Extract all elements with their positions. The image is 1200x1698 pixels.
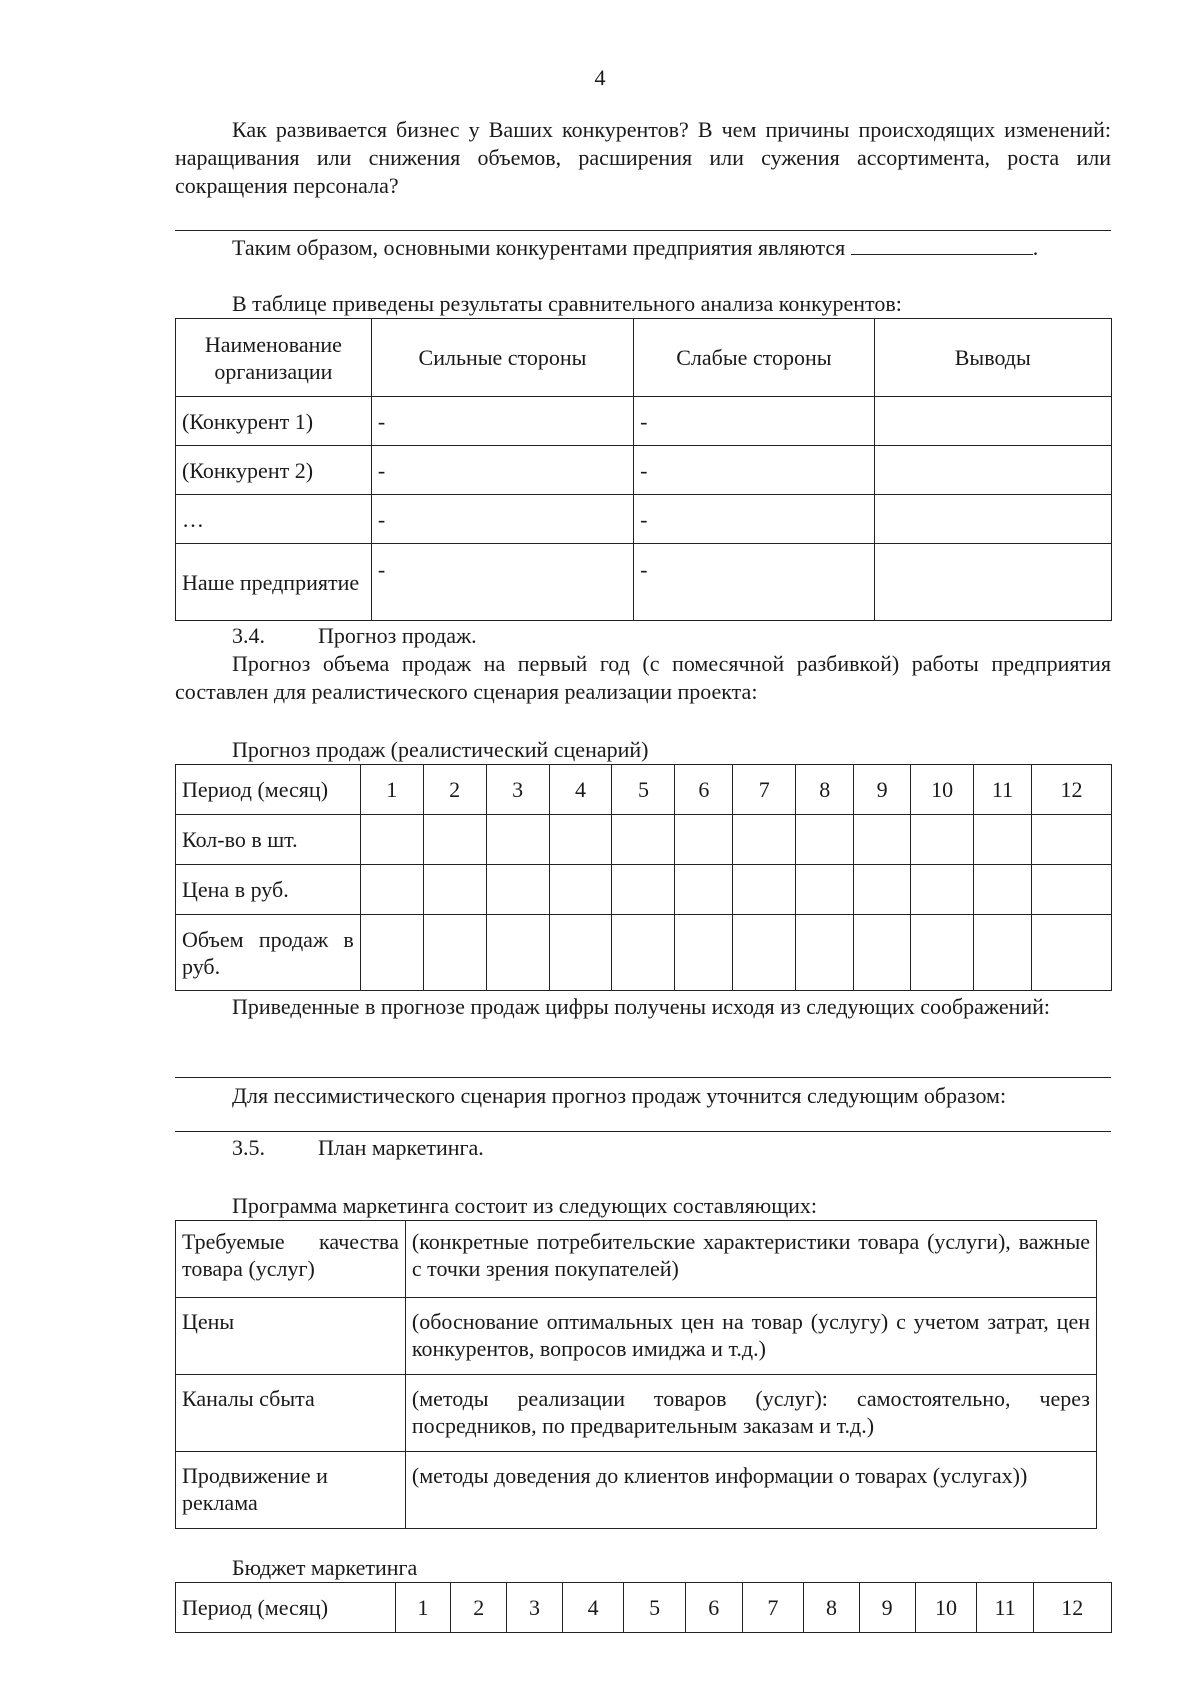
period-row (176, 1583, 1112, 1633)
month-cell: 7 (742, 1583, 804, 1633)
period: . (1032, 235, 1039, 260)
table-row (176, 495, 1112, 544)
weaknesses: - (634, 544, 874, 621)
strengths: - (371, 544, 633, 621)
answer-line (175, 1131, 1111, 1132)
table-row (176, 1221, 1097, 1298)
sales-forecast-table (175, 764, 1112, 991)
month-cell: 8 (804, 1583, 860, 1633)
marketing-item: Каналы сбыта (176, 1375, 406, 1452)
comparison-intro: В таблице приведены результаты сравнительного анализа конкурентов: (232, 291, 902, 316)
month-cell: 6 (685, 1583, 742, 1633)
marketing-table (175, 1220, 1097, 1529)
conclusions (874, 495, 1111, 544)
weaknesses: - (634, 495, 874, 544)
table-row (176, 915, 1112, 991)
budget-table (175, 1582, 1112, 1633)
row-label-price: Цена в руб. (176, 865, 361, 915)
pessimistic-line: Для пессимистического сценария прогноз продаж уточнится следующим образом: (232, 1083, 1007, 1108)
month-cell: 7 (733, 765, 796, 815)
marketing-item-text: Продвижение и реклама (182, 1463, 328, 1515)
marketing-item: Требуемые качества товара (услуг) (176, 1221, 406, 1298)
month-cell: 2 (423, 765, 486, 815)
table-row (176, 1298, 1097, 1375)
month-cell: 9 (854, 765, 911, 815)
conclusions (874, 397, 1111, 446)
section-3-5-number: 3.5. (232, 1135, 265, 1160)
month-cell: 12 (1033, 1583, 1111, 1633)
answer-line (175, 1077, 1111, 1078)
month-cell: 12 (1032, 765, 1112, 815)
section-3-4-title: Прогноз продаж. (318, 623, 477, 648)
main-competitors-text: Таким образом, основными конкурентами предприятия являются (232, 235, 846, 260)
month-cell: 3 (507, 1583, 563, 1633)
marketing-desc: (конкретные потребительские характеристики товара (услуги), важные с точки зрения покупателей) (405, 1221, 1096, 1298)
month-cell: 4 (562, 1583, 624, 1633)
header-weaknesses: Слабые стороны (634, 319, 874, 397)
table-row (176, 865, 1112, 915)
sales-table-title: Прогноз продаж (реалистический сценарий) (232, 737, 649, 762)
month-cell: 2 (451, 1583, 507, 1633)
budget-title: Бюджет маркетинга (232, 1555, 418, 1580)
month-cell: 11 (974, 765, 1032, 815)
month-cell: 8 (796, 765, 854, 815)
month-cell: 10 (915, 1583, 977, 1633)
period-row (176, 765, 1112, 815)
month-cell: 5 (612, 765, 675, 815)
marketing-desc: (обоснование оптимальных цен на товар (услугу) с учетом затрат, цен конкурентов, вопросов имиджа и т.д.) (405, 1298, 1096, 1375)
header-org-name: Наименование организации (176, 319, 372, 397)
row-label-sales-volume: Объем продаж в руб. (176, 915, 361, 991)
section-3-5-title: План маркетинга. (318, 1135, 484, 1160)
marketing-desc: (методы доведения до клиентов информации о товарах (услугах)) (405, 1452, 1096, 1529)
org-name: Наше предприятие (176, 544, 372, 621)
weaknesses: - (634, 397, 874, 446)
strengths: - (371, 397, 633, 446)
period-label: Период (месяц) (176, 765, 361, 815)
forecast-basis: Приведенные в прогнозе продаж цифры получены исходя из следующих соображений: (232, 994, 1051, 1019)
sales-forecast-intro: Прогноз объема продаж на первый год (с помесячной разбивкой) работы предприятия составлен для реалистического сценария реализации проекта: (175, 651, 1111, 704)
marketing-intro: Программа маркетинга состоит из следующих составляющих: (232, 1193, 818, 1218)
table-row (176, 446, 1112, 495)
table-row (176, 544, 1112, 621)
month-cell: 6 (675, 765, 733, 815)
fill-in-blank (851, 234, 1033, 255)
month-cell: 1 (360, 765, 423, 815)
conclusions (874, 446, 1111, 495)
marketing-item: Цены (176, 1298, 406, 1375)
org-name: (Конкурент 2) (176, 446, 372, 495)
conclusions (874, 544, 1111, 621)
month-cell: 4 (549, 765, 612, 815)
table-row (176, 397, 1112, 446)
period-label: Период (месяц) (176, 1583, 396, 1633)
strengths: - (371, 446, 633, 495)
answer-line (175, 230, 1111, 231)
month-cell: 5 (624, 1583, 686, 1633)
comparison-table (175, 318, 1112, 621)
weaknesses: - (634, 446, 874, 495)
month-cell: 3 (486, 765, 549, 815)
month-cell: 11 (977, 1583, 1033, 1633)
table-row (176, 1452, 1097, 1529)
row-label-quantity: Кол-во в шт. (176, 815, 361, 865)
marketing-desc: (методы реализации товаров (услуг): самостоятельно, через посредников, по предварительным заказам и т.д.) (405, 1375, 1096, 1452)
month-cell: 1 (395, 1583, 451, 1633)
header-strengths: Сильные стороны (371, 319, 633, 397)
org-name: (Конкурент 1) (176, 397, 372, 446)
main-competitors-line (232, 234, 1112, 262)
marketing-item (176, 1452, 406, 1529)
header-conclusions: Выводы (874, 319, 1111, 397)
page-number: 4 (594, 65, 606, 90)
org-name: … (176, 495, 372, 544)
competitors-question: Как развивается бизнес у Ваших конкурентов? В чем причины происходящих изменений: наращивания или снижения объемов, расширения или сужения ассортимента, роста или сокращения персонала? (175, 117, 1111, 198)
month-cell: 10 (911, 765, 974, 815)
table-row (176, 815, 1112, 865)
month-cell: 9 (859, 1583, 915, 1633)
strengths: - (371, 495, 633, 544)
table-row (176, 1375, 1097, 1452)
section-3-4-number: 3.4. (232, 623, 265, 648)
